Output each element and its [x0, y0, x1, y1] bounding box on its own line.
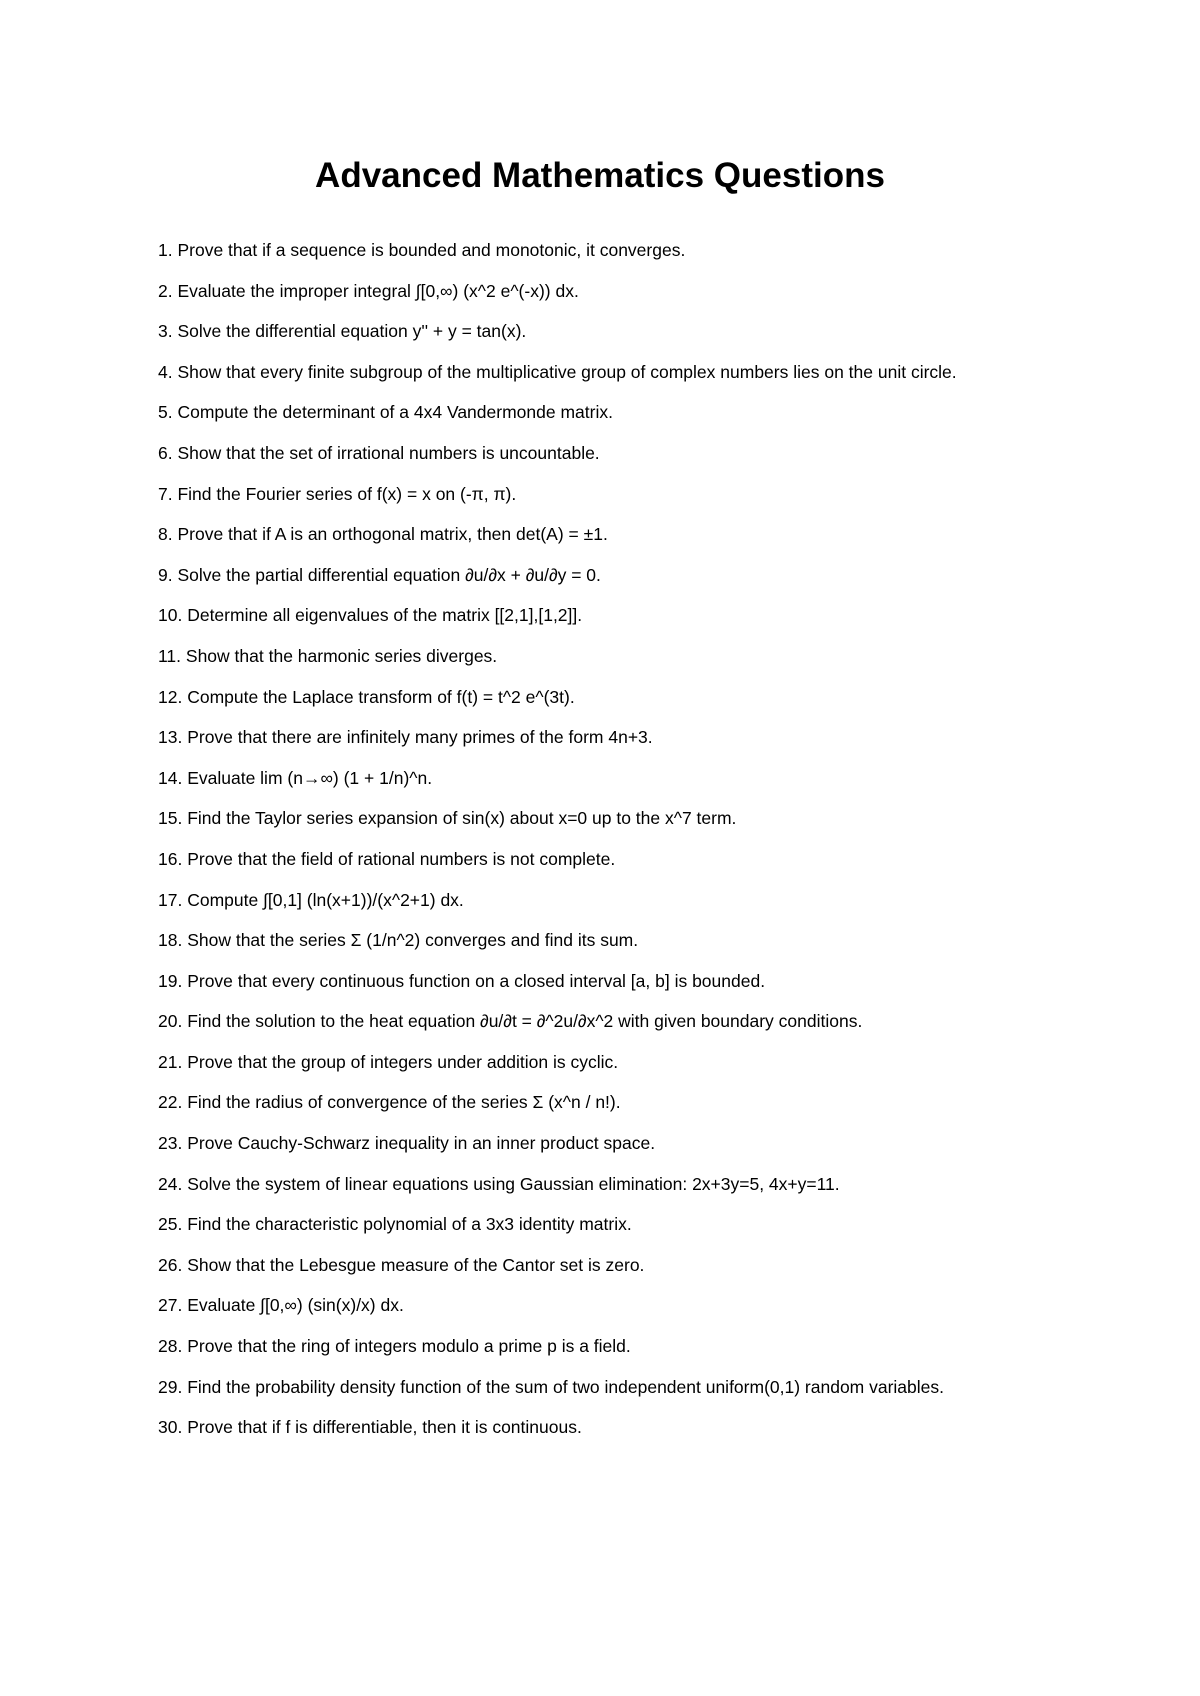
question-number: 22.	[158, 1092, 183, 1113]
question-number: 14.	[158, 767, 183, 788]
question-text: Solve the differential equation y'' + y = tan(x).	[177, 321, 527, 342]
question-item	[158, 1009, 1038, 1033]
question-text: Prove that the ring of integers modulo a prime p is a field.	[187, 1336, 631, 1357]
question-item	[158, 806, 1038, 830]
question-text: Show that the series Σ (1/n^2) converges and find its sum.	[187, 930, 639, 951]
question-item	[158, 238, 1038, 262]
question-number: 16.	[158, 848, 183, 869]
question-item	[158, 400, 1038, 424]
question-text: Prove that if A is an orthogonal matrix, then det(A) = ±1.	[177, 524, 608, 545]
question-text: Find the characteristic polynomial of a 3x3 identity matrix.	[187, 1214, 632, 1235]
question-item	[158, 279, 1038, 303]
question-text: Find the solution to the heat equation ∂u/∂t = ∂^2u/∂x^2 with given boundary conditions.	[187, 1011, 863, 1032]
question-number: 21.	[158, 1051, 183, 1072]
question-item	[158, 847, 1038, 871]
question-text: Evaluate lim (n→∞) (1 + 1/n)^n.	[187, 767, 433, 788]
question-item	[158, 1415, 1038, 1439]
question-item	[158, 1131, 1038, 1155]
question-text: Compute the Laplace transform of f(t) = t^2 e^(3t).	[187, 686, 575, 707]
question-text: Find the Taylor series expansion of sin(x) about x=0 up to the x^7 term.	[187, 808, 737, 829]
question-number: 20.	[158, 1011, 183, 1032]
question-number: 17.	[158, 889, 183, 910]
question-number: 10.	[158, 605, 183, 626]
question-item	[158, 1050, 1038, 1074]
question-number: 1.	[158, 240, 173, 260]
question-number: 25.	[158, 1214, 183, 1235]
page-title: Advanced Mathematics Questions	[315, 156, 885, 195]
question-item	[158, 1334, 1038, 1358]
question-number: 4.	[158, 361, 173, 382]
question-number: 23.	[158, 1133, 183, 1154]
question-text: Evaluate ∫[0,∞) (sin(x)/x) dx.	[187, 1295, 404, 1316]
question-item	[158, 1375, 1038, 1399]
question-text: Prove that if a sequence is bounded and monotonic, it converges.	[177, 240, 686, 260]
question-text: Prove that the field of rational numbers is not complete.	[187, 848, 616, 869]
question-item	[158, 969, 1038, 993]
question-text: Determine all eigenvalues of the matrix [[2,1],[1,2]].	[187, 605, 583, 626]
question-list	[158, 238, 1038, 1456]
question-number: 12.	[158, 686, 183, 707]
question-number: 15.	[158, 808, 183, 829]
question-number: 18.	[158, 930, 183, 951]
question-item	[158, 319, 1038, 343]
question-text: Solve the partial differential equation ∂u/∂x + ∂u/∂y = 0.	[177, 564, 601, 585]
question-text: Solve the system of linear equations using Gaussian elimination: 2x+3y=5, 4x+y=11.	[187, 1173, 840, 1194]
question-text: Prove that the group of integers under addition is cyclic.	[187, 1051, 619, 1072]
question-text: Show that the set of irrational numbers is uncountable.	[177, 442, 600, 463]
question-item	[158, 522, 1038, 546]
question-number: 9.	[158, 564, 173, 585]
question-text: Compute the determinant of a 4x4 Vandermonde matrix.	[177, 402, 613, 423]
question-text: Compute ∫[0,1] (ln(x+1))/(x^2+1) dx.	[187, 889, 464, 910]
question-number: 30.	[158, 1417, 183, 1438]
question-number: 13.	[158, 727, 183, 748]
question-item	[158, 725, 1038, 749]
question-item	[158, 482, 1038, 506]
question-item	[158, 563, 1038, 587]
question-text: Show that every finite subgroup of the multiplicative group of complex numbers lies on the unit circle.	[177, 361, 957, 382]
question-number: 5.	[158, 402, 173, 423]
question-text: Show that the harmonic series diverges.	[185, 645, 498, 666]
question-number: 3.	[158, 321, 173, 342]
question-item	[158, 888, 1038, 912]
question-text: Prove that there are infinitely many primes of the form 4n+3.	[187, 727, 653, 748]
question-item	[158, 360, 1038, 384]
question-number: 24.	[158, 1173, 183, 1194]
question-item	[158, 928, 1038, 952]
question-item	[158, 766, 1038, 790]
question-item	[158, 1253, 1038, 1277]
question-text: Evaluate the improper integral ∫[0,∞) (x^2 e^(-x)) dx.	[177, 280, 579, 301]
question-number: 28.	[158, 1336, 183, 1357]
question-number: 19.	[158, 970, 183, 991]
question-number: 7.	[158, 483, 173, 504]
question-item	[158, 685, 1038, 709]
question-item	[158, 1212, 1038, 1236]
question-number: 2.	[158, 280, 173, 301]
question-item	[158, 441, 1038, 465]
question-text: Show that the Lebesgue measure of the Cantor set is zero.	[187, 1254, 645, 1275]
question-text: Find the Fourier series of f(x) = x on (-π, π).	[177, 483, 517, 504]
question-number: 8.	[158, 524, 173, 545]
question-number: 26.	[158, 1254, 183, 1275]
question-number: 6.	[158, 442, 173, 463]
question-text: Prove Cauchy-Schwarz inequality in an inner product space.	[187, 1133, 656, 1154]
question-item	[158, 644, 1038, 668]
question-number: 11.	[158, 645, 182, 666]
question-item	[158, 603, 1038, 627]
question-text: Find the radius of convergence of the series Σ (x^n / n!).	[187, 1092, 621, 1113]
question-number: 27.	[158, 1295, 183, 1316]
question-text: Prove that every continuous function on a closed interval [a, b] is bounded.	[187, 970, 766, 991]
question-text: Find the probability density function of the sum of two independent uniform(0,1) random variables.	[187, 1376, 945, 1397]
question-item	[158, 1172, 1038, 1196]
question-number: 29.	[158, 1376, 183, 1397]
question-item	[158, 1293, 1038, 1317]
question-text: Prove that if f is differentiable, then it is continuous.	[187, 1417, 582, 1438]
question-item	[158, 1090, 1038, 1114]
